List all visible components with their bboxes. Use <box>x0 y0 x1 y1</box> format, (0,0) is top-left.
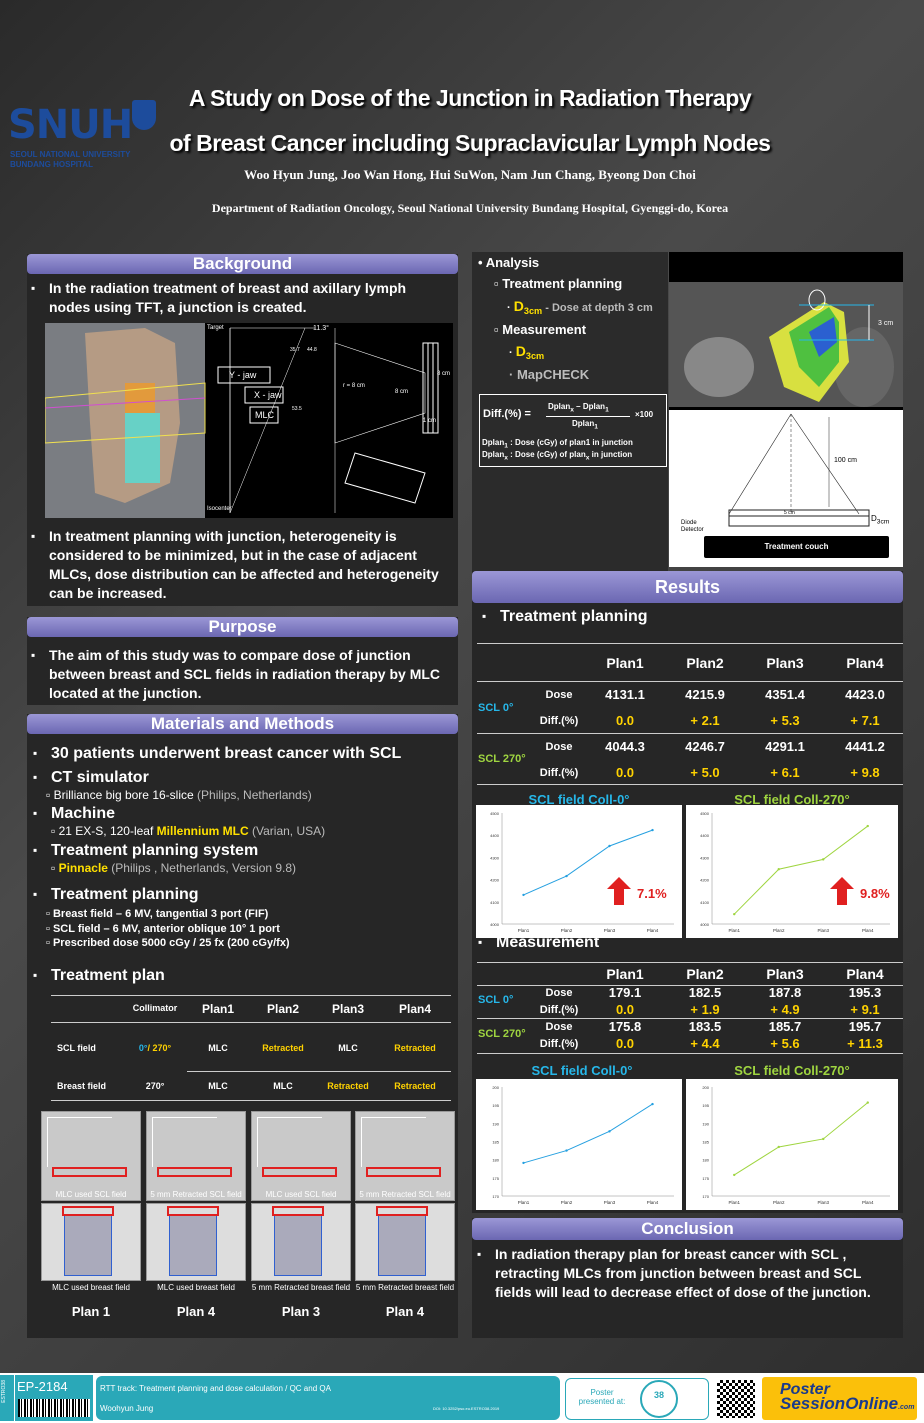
footer-track-box <box>96 1376 560 1420</box>
plan-table-breast-plan4: Retracted <box>394 1081 436 1091</box>
y-tick-label: 4400 <box>490 833 499 839</box>
data-point <box>867 1101 869 1103</box>
poster-title-line1: A Study on Dose of the Junction in Radiation Therapy <box>188 85 752 111</box>
x-tick-label: Plan2 <box>560 1200 573 1205</box>
method-ct: ▪ CT simulator <box>51 768 149 787</box>
logo-subtitle: SEOUL NATIONAL UNIVERSITY BUNDANG HOSPITAL <box>10 150 131 169</box>
plan-table-line-mid <box>51 1022 451 1023</box>
data-point <box>733 1174 735 1176</box>
fig-8cm-label-2: 8 cm <box>437 371 451 377</box>
arrow-up-icon-1 <box>607 877 631 905</box>
plan-image-breast-caption: 5 mm Retracted breast field <box>355 1283 455 1292</box>
junction-box <box>52 1167 127 1177</box>
y-tick-label: 4500 <box>490 811 499 816</box>
x-tick-label: Plan1 <box>517 1200 530 1205</box>
res-t2-line-top <box>477 962 903 963</box>
res-cell: + 4.9 <box>770 1002 800 1017</box>
ct-3cm-label: 3 cm <box>878 320 894 327</box>
snuh-logo: SNUH <box>8 102 133 148</box>
field-outline <box>152 1117 217 1167</box>
plan-image-breast-caption: MLC used breast field <box>52 1283 130 1292</box>
chart-meas-coll270 <box>686 1079 898 1210</box>
plan-label: Plan 3 <box>281 1304 321 1319</box>
chart-tp-coll0-title: SCL field Coll-0° <box>528 792 630 807</box>
conclusion-header: Conclusion <box>472 1218 903 1240</box>
formula-box <box>479 394 667 467</box>
x-tick-label: Plan1 <box>728 1200 741 1205</box>
ct-figure <box>669 252 903 567</box>
res-col-header: Plan2 <box>686 966 724 982</box>
y-tick-label: 200 <box>702 1085 709 1090</box>
plan-label: Plan 4 <box>176 1304 216 1319</box>
fig-xjaw-label: X - jaw <box>254 390 282 400</box>
res-cell: 4044.3 <box>605 739 645 754</box>
y-tick-label: 4300 <box>490 855 499 861</box>
fig-1cm-label: 1 cm <box>423 418 437 424</box>
plan-table-h-collimator: Collimator <box>132 1003 178 1013</box>
plan-table-line-top <box>51 995 451 996</box>
y-tick-label: 190 <box>492 1121 499 1127</box>
res-cell: + 4.4 <box>690 1036 720 1051</box>
conclusion-text: ▪ In radiation therapy plan for breast cancer with SCL , retracting MLCs from junction between breast and SCL fields will lead to decrease effect of dose of the junction. <box>495 1245 885 1302</box>
plan-table-h-plan4: Plan4 <box>398 1002 431 1016</box>
res-cell: 4351.4 <box>765 687 805 702</box>
results-tp: ▪ Treatment planning <box>500 607 648 626</box>
formula-note-1: Dplan$_1$ : Dose (cGy) of plan1 in junction <box>482 438 633 450</box>
field-outline <box>257 1117 322 1167</box>
method-planning: ▪ Treatment planning <box>51 885 199 904</box>
plan-table-h-plan3: Plan3 <box>331 1002 364 1016</box>
analysis-meas-d3: · $D_{3cm}$ <box>509 343 545 362</box>
res-col-header: Plan2 <box>686 655 724 671</box>
analysis-mapcheck: · MapCHECK <box>509 367 590 382</box>
res-cell: 0.0 <box>615 1036 635 1051</box>
method-ct-detail: ▫ Brilliance big bore 16-slice (Philips, Netherlands) <box>46 788 312 802</box>
plan-table-breast-plan3: Retracted <box>327 1081 369 1091</box>
data-point <box>867 825 869 827</box>
chart-bg <box>476 805 682 938</box>
res-cell: + 1.9 <box>690 1002 720 1017</box>
fig-angle-label: 11.3° <box>313 325 329 332</box>
y-tick-label: 185 <box>702 1139 709 1145</box>
plan-table-breast-plan1: MLC <box>208 1081 228 1091</box>
res-row-label: Diff.(%) <box>539 767 579 779</box>
plan-label: Plan 1 <box>71 1304 111 1319</box>
background-header: Background <box>27 254 458 274</box>
fig-isocenter-label: Isocenter <box>207 506 232 512</box>
data-point <box>733 913 735 915</box>
y-tick-label: 4200 <box>700 877 709 883</box>
plan-table-scl-plan3: MLC <box>338 1043 358 1053</box>
plan-table-scl-label: SCL field <box>57 1043 96 1053</box>
method-machine-detail: ▫ 21 EX-S, 120-leaf Millennium MLC (Varian, USA) <box>51 824 326 838</box>
breast-field <box>378 1214 426 1276</box>
x-tick-label: Plan4 <box>861 1200 874 1205</box>
ct-100cm-label: 100 cm <box>834 457 857 464</box>
y-tick-label: 190 <box>702 1121 709 1127</box>
data-point <box>651 829 653 831</box>
res-cell: 0.0 <box>615 713 635 728</box>
breast-field <box>169 1214 217 1276</box>
junction-box <box>157 1167 232 1177</box>
plan-image-scl-caption: 5 mm Retracted SCL field <box>359 1190 451 1199</box>
res-cell: 4246.7 <box>685 739 725 754</box>
poster-title-line2: of Breast Cancer including Supraclavicular Lymph Nodes <box>169 130 771 156</box>
footer-author: Woohyun Jung <box>100 1404 154 1413</box>
qr-code-icon <box>717 1380 755 1418</box>
method-machine: ▪ Machine <box>51 804 115 823</box>
plan-table-h-plan2: Plan2 <box>266 1002 299 1016</box>
plan-table-breast-label: Breast field <box>57 1081 107 1091</box>
fig-r-label: r = 8 cm <box>343 383 365 389</box>
res-scl270-label: SCL 270° <box>478 753 526 765</box>
plan-image-scl <box>251 1111 351 1201</box>
res-row-label: Dose <box>545 1021 573 1033</box>
y-tick-label: 180 <box>492 1157 499 1163</box>
formula-mul: ×100 <box>635 410 654 419</box>
res-cell: 4291.1 <box>765 739 805 754</box>
data-point <box>822 1138 824 1140</box>
snuh-shield-icon <box>132 100 156 130</box>
data-point <box>565 875 567 877</box>
method-plan: ▪ Treatment plan <box>51 966 165 985</box>
plan-image-scl <box>355 1111 455 1201</box>
background-figure <box>45 323 453 518</box>
res-cell: 195.3 <box>848 985 882 1000</box>
brand-logo: Poster SessionOnline.com <box>780 1381 915 1413</box>
res-scl0-label: SCL 0° <box>478 994 514 1006</box>
y-tick-label: 200 <box>492 1085 499 1090</box>
y-tick-label: 185 <box>492 1139 499 1145</box>
res-cell: + 9.8 <box>850 765 880 780</box>
x-tick-label: Plan1 <box>517 928 530 933</box>
res-row-label: Diff.(%) <box>539 1004 579 1016</box>
fig-target-label: Target <box>207 325 224 331</box>
estro-number: 38 <box>653 1390 664 1400</box>
mlc-geometry-svg <box>45 323 453 518</box>
x-tick-label: Plan3 <box>603 1200 616 1205</box>
plan-image-scl <box>146 1111 246 1201</box>
junction-box <box>272 1206 324 1216</box>
footer-track: RTT track: Treatment planning and dose calculation / QC and QA <box>100 1384 331 1393</box>
x-tick-label: Plan3 <box>817 1200 830 1205</box>
method-planning-scl: ▫ SCL field – 6 MV, anterior oblique 10° 1 port <box>46 923 280 935</box>
affiliation: Department of Radiation Oncology, Seoul National University Bundang Hospital, Gyenggi-do, Korea <box>211 201 729 215</box>
authors: Woo Hyun Jung, Joo Wan Hong, Hui SuWon, Nam Jun Chang, Byeong Don Choi <box>244 167 696 182</box>
plan-table-scl-plan4: Retracted <box>394 1043 436 1053</box>
res-t1-line-h <box>477 681 903 682</box>
junction-box <box>376 1206 428 1216</box>
method-tps-detail: ▫ Pinnacle (Philips , Netherlands, Version 9.8) <box>51 861 297 875</box>
ct-d3-label: $D_{3cm}$ <box>871 514 890 526</box>
plan-table-breast-collimator: 270° <box>145 1081 165 1091</box>
breast-field <box>274 1214 322 1276</box>
data-point <box>778 868 780 870</box>
y-tick-label: 4100 <box>700 899 709 905</box>
res-cell: + 7.1 <box>850 713 880 728</box>
plan-table-line-sub <box>187 1071 451 1072</box>
res-cell: 4423.0 <box>845 687 885 702</box>
res-cell: 4215.9 <box>685 687 725 702</box>
x-tick-label: Plan4 <box>646 928 659 933</box>
method-planning-dose: ▫ Prescribed dose 5000 cGy / 25 fx (200 cGy/fx) <box>46 937 290 949</box>
y-tick-label: 4000 <box>700 922 709 927</box>
res-row-label: Diff.(%) <box>539 715 579 727</box>
chart-tp-coll0-pct: 7.1% <box>637 886 667 901</box>
chart-tp-coll270-pct: 9.8% <box>860 886 890 901</box>
breast-field <box>64 1214 112 1276</box>
res-cell: + 9.1 <box>850 1002 880 1017</box>
res-cell: + 11.3 <box>847 1036 883 1051</box>
arrow-up-icon-2 <box>830 877 854 905</box>
chart-tp-coll270-title: SCL field Coll-270° <box>734 792 850 807</box>
plan-image-breast <box>41 1203 141 1281</box>
res-col-header: Plan1 <box>606 655 644 671</box>
junction-box <box>262 1167 337 1177</box>
plan-image-breast-caption: 5 mm Retracted breast field <box>251 1283 351 1292</box>
res-cell: 185.7 <box>768 1019 802 1034</box>
y-tick-label: 4300 <box>700 855 709 861</box>
res-cell: 0.0 <box>615 765 635 780</box>
analysis-title: • Analysis <box>478 255 540 270</box>
res-cell: + 5.0 <box>690 765 720 780</box>
y-tick-label: 4500 <box>700 811 709 816</box>
plan-image-breast <box>146 1203 246 1281</box>
fig-d2: 44.8 <box>307 347 317 353</box>
y-tick-label: 195 <box>702 1103 709 1109</box>
formula-numerator: Dplan$_x$ – Dplan$_1$ <box>548 402 609 414</box>
field-outline <box>47 1117 112 1167</box>
ct-couch-label: Treatment couch <box>764 542 829 551</box>
x-tick-label: Plan3 <box>603 928 616 933</box>
res-cell: 4131.1 <box>605 687 645 702</box>
y-tick-label: 175 <box>492 1175 499 1181</box>
x-tick-label: Plan4 <box>861 928 874 933</box>
chart-meas-coll270-title: SCL field Coll-270° <box>734 1063 850 1078</box>
res-t1-line-top <box>477 643 903 644</box>
res-cell: + 5.6 <box>770 1036 800 1051</box>
fig-8cm-label: 8 cm <box>395 389 409 395</box>
fig-yjaw-label: Y - jaw <box>229 370 257 380</box>
data-point <box>651 1103 653 1105</box>
plan-table-breast-plan2: MLC <box>273 1081 293 1091</box>
formula-bar <box>546 416 630 417</box>
res-col-header: Plan3 <box>766 655 804 671</box>
method-tps: ▪ Treatment planning system <box>51 841 258 860</box>
res-t1-line-bot <box>477 784 903 785</box>
res-col-header: Plan1 <box>606 966 644 982</box>
x-tick-label: Plan3 <box>817 928 830 933</box>
res-cell: 179.1 <box>608 985 642 1000</box>
data-point <box>522 1162 524 1164</box>
y-tick-label: 180 <box>702 1157 709 1163</box>
y-tick-label: 4100 <box>490 899 499 905</box>
barcode-icon <box>18 1399 90 1417</box>
y-tick-label: 4400 <box>700 833 709 839</box>
method-planning-breast: ▫ Breast field – 6 MV, tangential 3 port (FIF) <box>46 908 269 920</box>
analysis-tp: ▫ Treatment planning <box>494 276 623 291</box>
res-cell: + 6.1 <box>770 765 800 780</box>
plan-table-scl-collimator: 0°/ 270° <box>138 1043 172 1053</box>
res-cell: 0.0 <box>615 1002 635 1017</box>
plan-image-breast-caption: MLC used breast field <box>157 1283 235 1292</box>
plan-image-scl-caption: MLC used SCL field <box>265 1190 337 1199</box>
res-row-label: Dose <box>545 689 573 701</box>
x-tick-label: Plan1 <box>728 928 741 933</box>
plan-image-scl-caption: MLC used SCL field <box>55 1190 127 1199</box>
plan-table-scl-plan1: MLC <box>208 1043 228 1053</box>
y-tick-label: 170 <box>492 1194 499 1199</box>
footer-presented: Poster presented at: <box>578 1388 626 1406</box>
y-tick-label: 195 <box>492 1103 499 1109</box>
ct-diode-label: Diode Detector <box>681 520 704 533</box>
footer-id: EP-2184 <box>17 1379 68 1394</box>
res-row-label: Diff.(%) <box>539 1038 579 1050</box>
y-tick-label: 170 <box>702 1194 709 1199</box>
res-scl0-label: SCL 0° <box>478 702 514 714</box>
fig-d1: 35.7 <box>290 347 300 353</box>
res-row-label: Dose <box>545 987 573 999</box>
data-point <box>778 1146 780 1148</box>
chart-tp-coll0 <box>476 805 682 938</box>
x-tick-label: Plan2 <box>772 928 785 933</box>
res-scl270-label: SCL 270° <box>478 1028 526 1040</box>
res-t2-line-bot <box>477 1053 903 1054</box>
ct-svg <box>669 252 903 567</box>
x-tick-label: Plan2 <box>560 928 573 933</box>
formula-denominator: Dplan$_1$ <box>572 419 598 431</box>
background-text-1: ▪ In the radiation treatment of breast and axillary lymph nodes using TFT, a junction is created. <box>49 279 449 317</box>
plan-image-scl-caption: 5 mm Retracted SCL field <box>150 1190 242 1199</box>
res-cell: 183.5 <box>688 1019 722 1034</box>
background-text-2: ▪ In treatment planning with junction, heterogeneity is considered to be minimized, but in the case of adjacent MLCs, dose distribution can be affected and heterogeneity can be increased. <box>49 527 454 603</box>
y-tick-label: 4000 <box>490 922 499 927</box>
chart-meas-coll0-title: SCL field Coll-0° <box>531 1063 633 1078</box>
res-col-header: Plan3 <box>766 966 804 982</box>
plan-image-breast <box>251 1203 351 1281</box>
plan-table-scl-plan2: Retracted <box>262 1043 304 1053</box>
res-cell: + 5.3 <box>770 713 800 728</box>
plan-image-breast <box>355 1203 455 1281</box>
analysis-meas: ▫ Measurement <box>494 322 587 337</box>
chart-bg <box>686 805 898 938</box>
res-t1-line-mid <box>477 733 903 734</box>
junction-box <box>366 1167 441 1177</box>
chart-meas-coll0 <box>476 1079 682 1210</box>
junction-box <box>167 1206 219 1216</box>
formula-lhs: Diff.(%) = <box>483 408 531 420</box>
fig-d3: 53.5 <box>292 406 302 412</box>
y-tick-label: 175 <box>702 1175 709 1181</box>
analysis-d3cm: · $D_{3cm}$ - Dose at depth 3 cm <box>507 298 653 317</box>
plan-image-scl <box>41 1111 141 1201</box>
footer-side-label: ESTRO38 <box>1 1380 7 1403</box>
res-cell: 195.7 <box>848 1019 882 1034</box>
method-patients: ▪ 30 patients underwent breast cancer with SCL <box>51 744 401 763</box>
y-tick-label: 4200 <box>490 877 499 883</box>
formula-note-2: Dplan$_x$ : Dose (cGy) of plan$_x$ in junction <box>482 450 633 462</box>
res-col-header: Plan4 <box>846 966 884 982</box>
data-point <box>522 894 524 896</box>
purpose-text: ▪ The aim of this study was to compare dose of junction between breast and SCL fields in radiation therapy by MLC located at the junction. <box>49 646 454 703</box>
plan-label: Plan 4 <box>385 1304 425 1319</box>
res-cell: 182.5 <box>688 985 722 1000</box>
results-header: Results <box>472 571 903 603</box>
x-tick-label: Plan2 <box>772 1200 785 1205</box>
ct-5cm-label: 5 cm <box>784 510 795 516</box>
x-tick-label: Plan4 <box>646 1200 659 1205</box>
data-point <box>608 845 610 847</box>
results-measurement: ▪ Measurement <box>496 933 599 952</box>
res-cell: 175.8 <box>608 1019 642 1034</box>
data-point <box>822 858 824 860</box>
plan-table-line-bot <box>51 1100 451 1101</box>
footer-doi: DOI: 10.3252/pso.eu.ESTRO38.2019 <box>433 1406 500 1411</box>
junction-box <box>62 1206 114 1216</box>
res-cell: + 2.1 <box>690 713 720 728</box>
purpose-header: Purpose <box>27 617 458 637</box>
data-point <box>608 1130 610 1132</box>
res-cell: 187.8 <box>768 985 802 1000</box>
field-outline <box>361 1117 426 1167</box>
res-col-header: Plan4 <box>846 655 884 671</box>
fig-mlc-label: MLC <box>255 410 275 420</box>
chart-tp-coll270 <box>686 805 898 938</box>
plan-table-h-plan1: Plan1 <box>201 1002 234 1016</box>
res-row-label: Dose <box>545 741 573 753</box>
data-point <box>565 1149 567 1151</box>
methods-header: Materials and Methods <box>27 714 458 734</box>
res-cell: 4441.2 <box>845 739 885 754</box>
